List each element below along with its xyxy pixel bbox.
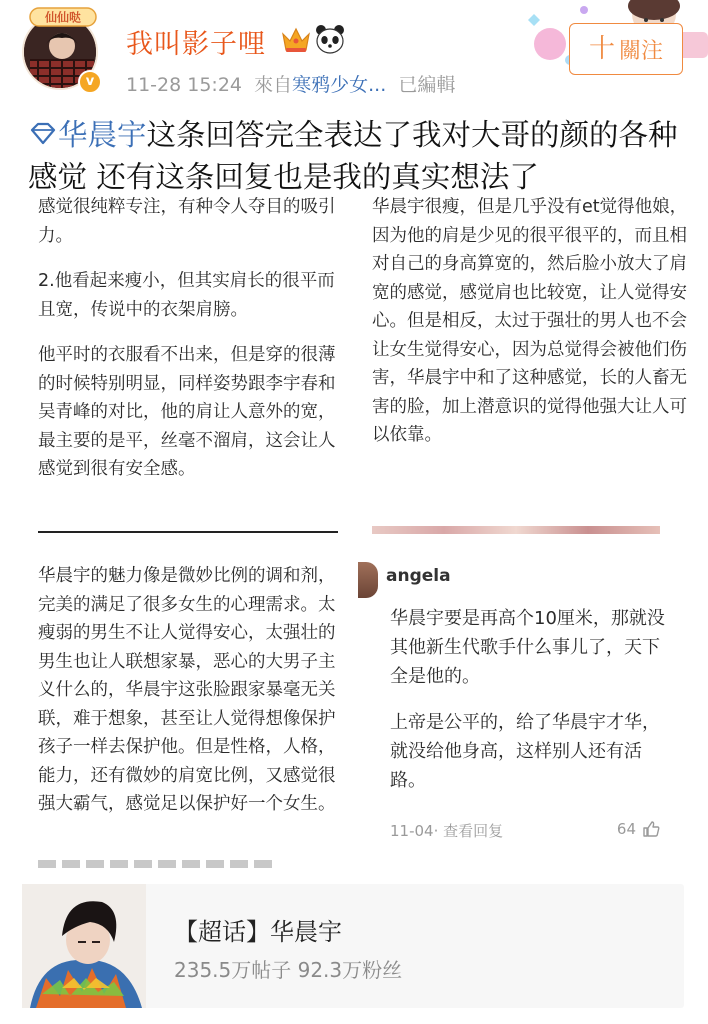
follow-label: 關注	[619, 38, 664, 64]
post-text	[28, 114, 698, 198]
thumbs-up-icon	[642, 820, 660, 838]
comment-footer	[390, 820, 660, 841]
avatar-frame-badge	[28, 6, 98, 28]
supertopic-thumbnail	[22, 884, 146, 1008]
supertopic-card[interactable]	[22, 884, 684, 1008]
post-header	[0, 0, 708, 112]
edited-label: 已編輯	[398, 74, 456, 96]
comment-likes	[617, 820, 660, 838]
image-left-column-bottom	[38, 562, 338, 819]
post-image[interactable]	[0, 196, 708, 868]
panda-icon	[314, 24, 346, 54]
view-replies: · 查看回复	[433, 822, 504, 840]
comment-line: 其他新生代歌手什么事儿了，天下	[390, 637, 660, 658]
supertopic-image	[22, 884, 146, 1008]
author-avatar-wrap[interactable]	[22, 10, 106, 98]
crown-icon	[280, 24, 312, 54]
answer-paragraph: 感觉很纯粹专注，有种令人夺目的吸引力。	[38, 197, 336, 246]
comment-line: 华晨宇要是再高个10厘米，那就没	[390, 608, 665, 629]
follow-button[interactable]	[569, 23, 683, 75]
like-count: 64	[616, 820, 636, 838]
avatar-frame-text: 仙仙哒	[44, 10, 82, 25]
comment-body	[390, 604, 708, 812]
comment-avatar	[358, 562, 378, 598]
answer-paragraph: 华晨宇很瘦，但是几乎没有et觉得他娘，因为他的肩是少见的很平很平的，而且相对自己的身高算宽的，然后脸小放大了肩宽的感觉，感觉肩也比较宽，让人觉得安心。但是相反，太过于强壮的男人也不会让女生觉得安心，因为总觉得会被他们伤害，华晨宇中和了这种感觉，长的人畜无害的脸，加上潜意识的觉得他强大让人可以依靠。	[372, 197, 688, 445]
supertopic-diamond-icon	[28, 120, 58, 148]
supertopic-stats: 235.5万帖子 92.3万粉丝	[174, 958, 403, 982]
comment-line: 全是他的。	[390, 666, 480, 687]
plus-icon: 十	[588, 34, 615, 64]
topic-link[interactable]: 华晨宇	[58, 118, 147, 152]
timestamp: 11-28 15:24	[126, 74, 243, 96]
comment-line: 上帝是公平的，给了华晨宇才华，	[390, 712, 660, 733]
image-left-column	[38, 196, 338, 501]
comment-line: 就没给他身高，这样别人还有活	[390, 741, 642, 762]
divider	[38, 531, 338, 533]
post-body: 这条回答完全表达了我对大哥的颜的各种感觉 还有这条回复也是我的真实想法了	[28, 118, 678, 194]
comment-date: 11-04	[390, 822, 434, 840]
comment-line: 路。	[390, 770, 426, 791]
source-link[interactable]: 寒鸦少女...	[292, 74, 387, 96]
answer-paragraph: 他平时的衣服看不出来，但是穿的很薄的时候特别明显，同样姿势跟李宇春和吴青峰的对比，他的肩让人意外的宽，最主要的是平，丝毫不溜肩，这会让人感觉到很有安全感。	[38, 345, 336, 479]
author-name[interactable]: 我叫影子哩	[126, 29, 266, 60]
supertopic-title: 【超话】华晨宇	[174, 918, 342, 946]
cut-text-line	[38, 860, 278, 868]
verified-badge-icon: v	[78, 70, 102, 94]
answer-paragraph: 2.他看起来瘦小，但其实肩长的很平而且宽，传说中的衣架肩膀。	[38, 271, 335, 320]
source-prefix: 來自	[254, 74, 293, 96]
post-meta	[126, 70, 455, 97]
image-strip	[372, 526, 660, 534]
answer-paragraph: 华晨宇的魅力像是微妙比例的调和剂，完美的满足了很多女生的心理需求。太瘦弱的男生不让人觉得安心，太强壮的男生也让人联想家暴，恶心的大男子主义什么的，华晨宇这张脸跟家暴毫无关联，难于想象，甚至让人觉得想像保护孩子一样去保护他。但是性格，人格，能力，还有微妙的肩宽比例，又感觉很强大霸气，感觉足以保护好一个女生。	[38, 566, 336, 814]
image-right-column	[372, 196, 702, 450]
comment-username: angela	[386, 566, 451, 586]
